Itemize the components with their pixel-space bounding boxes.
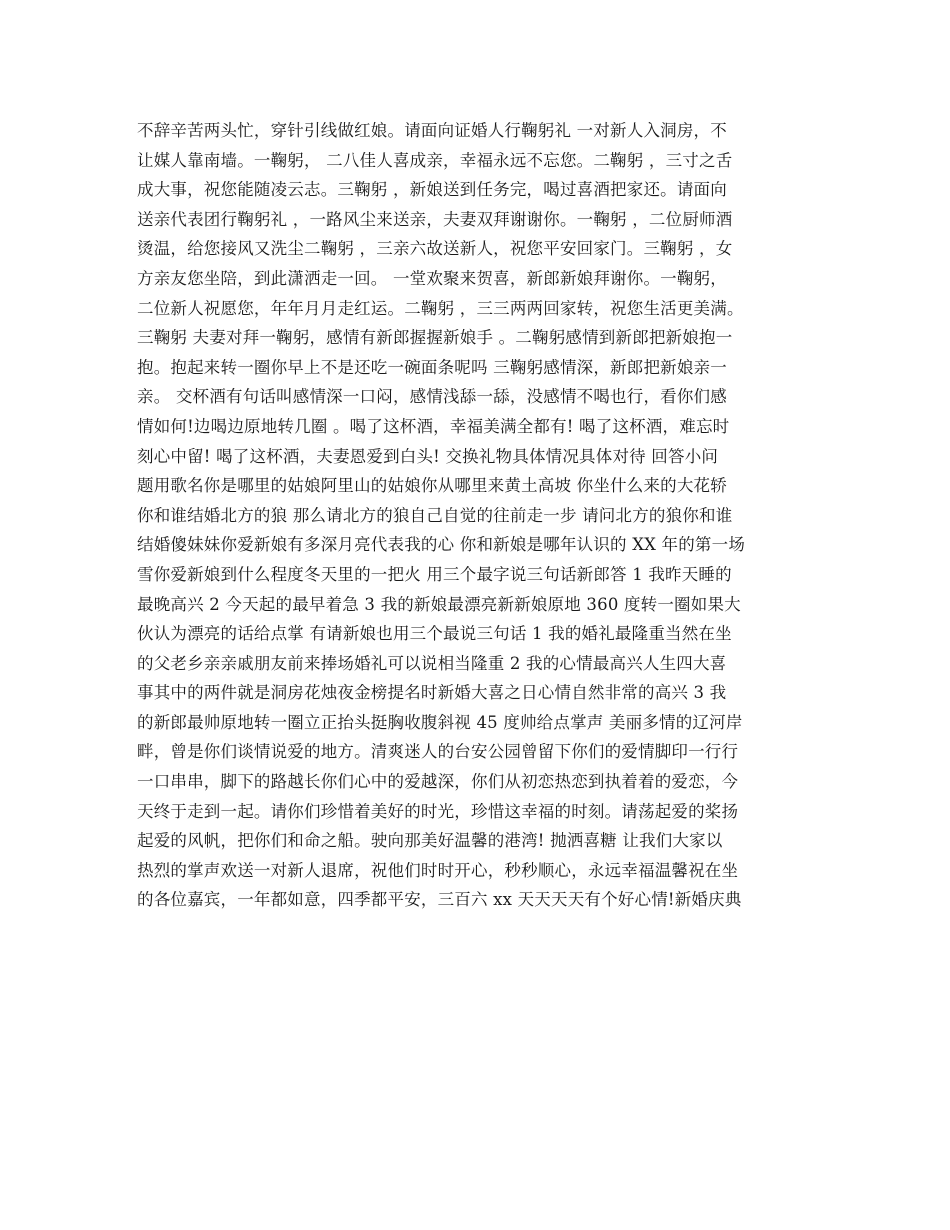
text-line: 亲。 交杯酒有句话叫感情深一口闷，感情浅舔一舔，没感情不喝也行，看你们感 [137, 387, 727, 407]
text-line: 不辞辛苦两头忙，穿针引线做红娘。请面向证婚人行鞠躬礼 一对新人入洞房，不 [137, 121, 727, 140]
text-line: 题用歌名你是哪里的姑娘阿里山的姑娘你从哪里来黄土高坡 你坐什么来的大花轿 [137, 476, 727, 496]
text-line: 抱。抱起来转一圈你早上不是还吃一碗面条呢吗 三鞠躬感情深，新郎把新娘亲一 [137, 357, 727, 377]
text-line: 天终于走到一起。请你们珍惜着美好的时光，珍惜这幸福的时刻。请荡起爱的桨扬 [137, 801, 739, 821]
text-line: 一口串串，脚下的路越长你们心中的爱越深，你们从初恋热恋到执着着的爱恋，今 [137, 772, 739, 792]
text-line: 让媒人靠南墙。一鞠躬， 二八佳人喜成亲，幸福永远不忘您。二鞠躬 ，三寸之舌 [137, 150, 733, 170]
text-line: 送亲代表团行鞠躬礼 ，一路风尘来送亲，夫妻双拜谢谢你。一鞠躬 ，二位厨师酒 [137, 209, 733, 229]
text-line: 三鞠躬 夫妻对拜一鞠躬，感情有新郎握握新娘手 。二鞠躬感情到新郎把新娘抱一 [137, 328, 733, 348]
text-line: 成大事，祝您能随凌云志。三鞠躬 ，新娘送到任务完，喝过喜酒把家还。请面向 [137, 180, 727, 200]
document-body [137, 116, 827, 915]
text-line: 起爱的风帆，把你们和命之船。驶向那美好温馨的港湾! 抛洒喜糖 让我们大家以 [137, 831, 723, 851]
text-line: 的父老乡亲亲戚朋友前来捧场婚礼可以说相当隆重 2 我的心情最高兴人生四大喜 [137, 653, 727, 673]
text-line: 雪你爱新娘到什么程度冬天里的一把火 用三个最字说三句话新郎答 1 我昨天睡的 [137, 564, 732, 584]
text-line: 热烈的掌声欢送一对新人退席，祝他们时时开心，秒秒顺心，永远幸福温馨祝在坐 [137, 860, 739, 880]
text-line: 的各位嘉宾，一年都如意，四季都平安，三百六 xx 天天天天有个好心情!新婚庆典 [137, 890, 742, 910]
text-line: 二位新人祝愿您，年年月月走红运。二鞠躬 ，三三两两回家转，祝您生活更美满。 [137, 298, 744, 318]
text-line: 烫温，给您接风又洗尘二鞠躬 ，三亲六故送新人，祝您平安回家门。三鞠躬 ，女 [137, 239, 733, 259]
text-line: 你和谁结婚北方的狼 那么请北方的狼自己自觉的往前走一步 请问北方的狼你和谁 [137, 505, 733, 525]
text-line: 事其中的两件就是洞房花烛夜金榜提名时新婚大喜之日心情自然非常的高兴 3 我 [137, 683, 727, 703]
text-line: 的新郎最帅原地转一圈立正抬头挺胸收腹斜视 45 度帅给点掌声 美丽多情的辽河岸 [137, 712, 743, 732]
text-line: 伙认为漂亮的话给点掌 有请新娘也用三个最说三句话 1 我的婚礼最隆重当然在坐 [137, 624, 732, 644]
text-line: 情如何!边喝边原地转几圈 。喝了这杯酒，幸福美满全都有! 喝了这杯酒，难忘时 [137, 416, 730, 436]
text-line: 方亲友您坐陪，到此潇洒走一回。 一堂欢聚来贺喜，新郎新娘拜谢你。一鞠躬， [137, 268, 727, 288]
text-line: 畔，曾是你们谈情说爱的地方。清爽迷人的台安公园曾留下你们的爱情脚印一行行 [137, 742, 739, 762]
text-line: 最晚高兴 2 今天起的最早着急 3 我的新娘最漂亮新新娘原地 360 度转一圈如果大 [137, 594, 741, 614]
text-line: 结婚傻妹妹你爱新娘有多深月亮代表我的心 你和新娘是哪年认识的 XX 年的第一场 [137, 535, 746, 555]
text-line: 刻心中留! 喝了这杯酒，夫妻恩爱到白头! 交换礼物具体情况具体对待 回答小问 [137, 446, 719, 466]
